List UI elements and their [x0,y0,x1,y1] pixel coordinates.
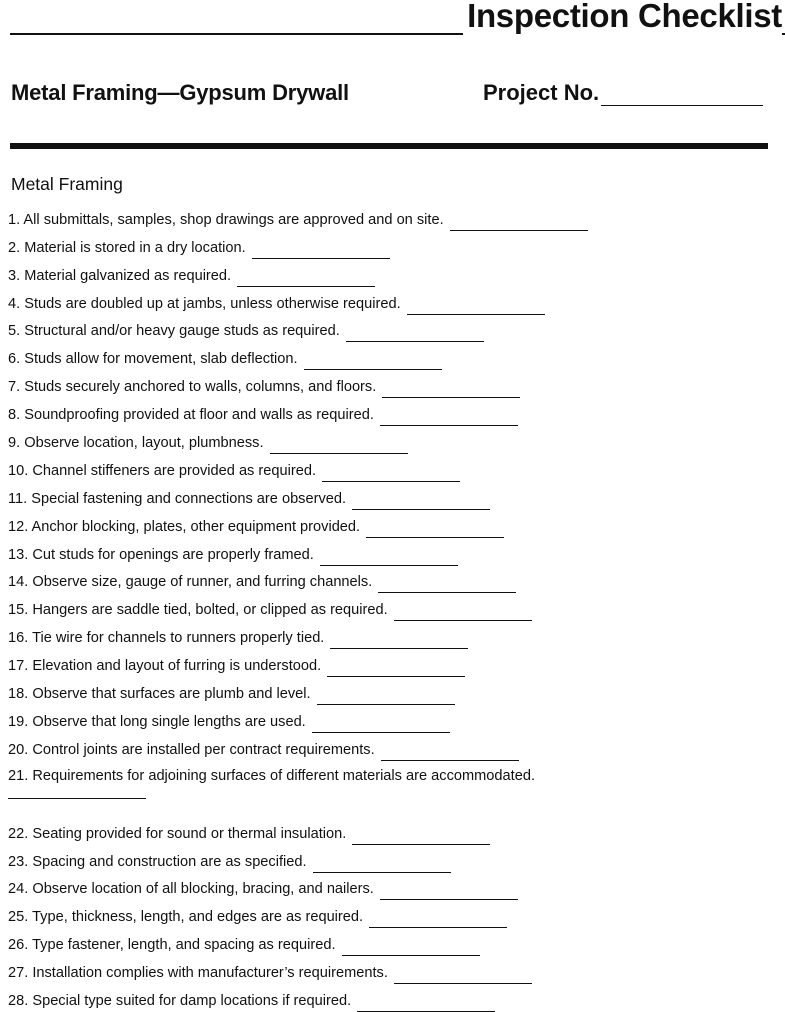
checklist-item-text: 4. Studs are doubled up at jambs, unless otherwise required. [8,295,401,312]
checklist-item-text: 1. All submittals, samples, shop drawings are approved and on site. [8,211,444,228]
checklist-item [8,649,778,677]
checklist-item-text: 10. Channel stiffeners are provided as required. [8,462,317,479]
checklist-item-text: 7. Studs securely anchored to walls, columns, and floors. [8,379,377,396]
checklist-item-continuation [8,787,778,817]
project-number-field[interactable] [483,80,763,106]
checklist-item-blank[interactable] [252,244,390,259]
checklist-item-blank[interactable] [342,941,480,956]
checklist-item-blank[interactable] [237,272,375,287]
checklist-item [8,370,778,398]
checklist-item [8,705,778,733]
checklist-item [8,398,778,426]
checklist-item-blank[interactable] [378,578,516,593]
checklist-item-blank[interactable] [312,718,450,733]
checklist-item [8,231,778,259]
checklist-item [8,956,778,984]
checklist-item-blank[interactable] [320,551,458,566]
checklist-item-blank[interactable] [366,523,504,538]
checklist-item-text: 6. Studs allow for movement, slab deflection. [8,351,298,368]
checklist-item [8,817,778,845]
checklist-item-text: 23. Spacing and construction are as specified. [8,853,307,870]
checklist-item-blank[interactable] [357,997,495,1012]
checklist-item-text: 27. Installation complies with manufacturer’s requirements. [8,965,388,982]
page-title: Inspection Checklist [463,0,782,38]
checklist-item-blank[interactable] [450,216,588,231]
checklist-item-blank[interactable] [394,606,532,621]
subheader [11,80,781,108]
checklist-item-text: 16. Tie wire for channels to runners properly tied. [8,630,325,647]
checklist-item-blank[interactable] [394,969,532,984]
checklist-item-blank[interactable] [381,746,519,761]
checklist-item-text: 8. Soundproofing provided at floor and walls as required. [8,407,374,424]
checklist-item [8,315,778,343]
checklist-item [8,287,778,315]
checklist-item-blank[interactable] [330,634,468,649]
checklist-item [8,845,778,873]
checklist-item [8,342,778,370]
checklist-item-text: 19. Observe that long single lengths are used. [8,713,306,730]
section-divider [10,143,768,149]
checklist-item-text: 26. Type fastener, length, and spacing as required. [8,937,336,954]
checklist-item-blank[interactable] [313,858,451,873]
checklist-item-text: 12. Anchor blocking, plates, other equipment provided. [8,518,361,535]
checklist-item-blank[interactable] [369,913,507,928]
checklist-item-text: 5. Structural and/or heavy gauge studs as required. [8,323,340,340]
checklist-item [8,566,778,594]
checklist-item-text: 11. Special fastening and connections are observed. [8,490,347,507]
checklist-item [8,426,778,454]
checklist-item-blank[interactable] [8,798,146,799]
checklist-item-text: 13. Cut studs for openings are properly framed. [8,546,314,563]
checklist-item-blank[interactable] [352,830,490,845]
checklist-item-text: 28. Special type suited for damp locations if required. [8,993,352,1010]
checklist-item-blank[interactable] [322,467,460,482]
checklist-item-text: 17. Elevation and layout of furring is understood. [8,658,322,675]
checklist-item [8,259,778,287]
checklist-item-blank[interactable] [270,439,408,454]
project-number-label: Project No. [483,80,600,105]
checklist-item [8,454,778,482]
section-title: Metal Framing [11,174,123,194]
checklist-item [8,928,778,956]
checklist-item [8,677,778,705]
checklist-item [8,203,778,231]
checklist-item-text: 2. Material is stored in a dry location. [8,239,246,256]
checklist-item-text: 21. Requirements for adjoining surfaces of different materials are accommodated. [8,767,535,784]
checklist-item-text: 24. Observe location of all blocking, bracing, and nailers. [8,881,374,898]
project-number-blank[interactable] [601,84,763,106]
checklist-item-blank[interactable] [304,355,442,370]
checklist-item-blank[interactable] [346,327,484,342]
checklist-item-text: 3. Material galvanized as required. [8,267,232,284]
checklist-item [8,900,778,928]
checklist-item-text: 14. Observe size, gauge of runner, and furring channels. [8,574,373,591]
checklist-item-blank[interactable] [317,690,455,705]
checklist-item-text: 22. Seating provided for sound or thermal insulation. [8,825,347,842]
checklist-item [8,621,778,649]
checklist-item [8,482,778,510]
checklist-item [8,538,778,566]
checklist-item [8,593,778,621]
checklist-item-blank[interactable] [382,383,520,398]
document-subtitle: Metal Framing—Gypsum Drywall [11,80,349,105]
checklist-item [8,733,778,761]
checklist-item-blank[interactable] [380,411,518,426]
checklist-item-text: 20. Control joints are installed per contract requirements. [8,741,375,758]
checklist-item [8,510,778,538]
checklist-item-text: 18. Observe that surfaces are plumb and level. [8,686,311,703]
checklist-item-text: 25. Type, thickness, length, and edges are as required. [8,909,364,926]
checklist-item-blank[interactable] [352,495,490,510]
checklist-item [8,761,778,787]
checklist-item-text: 9. Observe location, layout, plumbness. [8,435,264,452]
checklist-item [8,984,778,1012]
checklist-item-blank[interactable] [407,300,545,315]
checklist-item [8,873,778,901]
checklist-item-blank[interactable] [380,885,518,900]
checklist [8,203,778,1012]
checklist-item-blank[interactable] [327,662,465,677]
checklist-item-text: 15. Hangers are saddle tied, bolted, or clipped as required. [8,602,388,619]
